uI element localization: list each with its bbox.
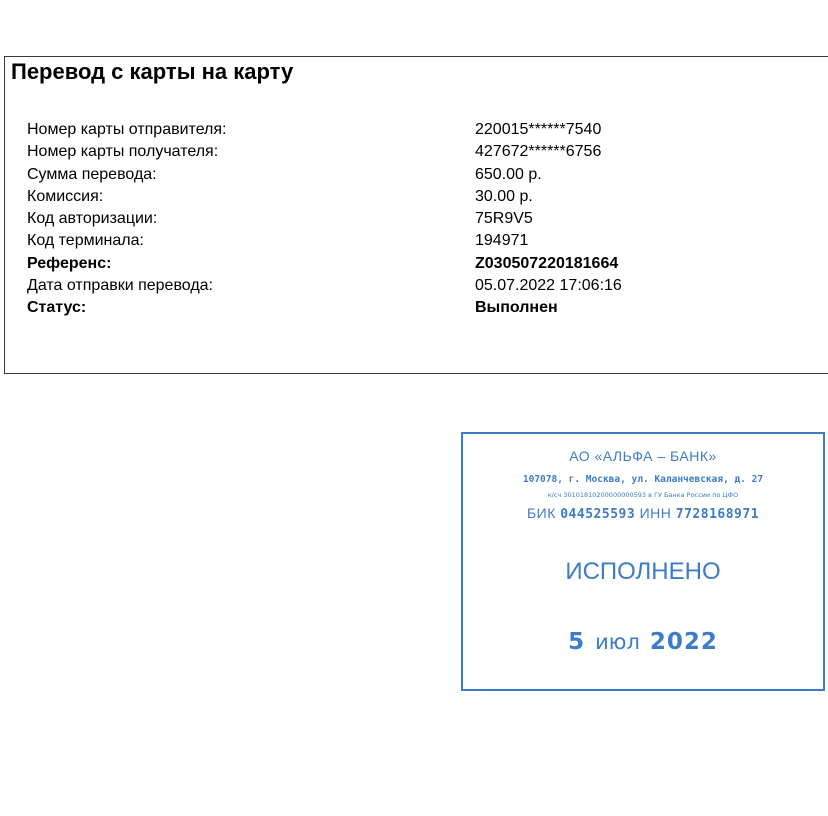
stamp-bik-label: БИК (526, 505, 556, 521)
stamp-date (463, 628, 823, 656)
detail-value: 220015******7540 (475, 121, 602, 138)
stamp-day: 5 (568, 629, 586, 655)
stamp-ids (463, 505, 823, 522)
detail-label: Код авторизации: (27, 210, 158, 228)
detail-label: Дата отправки перевода: (27, 277, 213, 295)
detail-label: Комиссия: (27, 187, 104, 205)
receipt-title: Перевод с карты на карту (11, 59, 294, 84)
stamp-bik: 044525593 (560, 507, 636, 522)
detail-value: Z030507220181664 (475, 254, 619, 272)
detail-label: Сумма перевода: (27, 165, 157, 183)
stamp-address: 107078, г. Москва, ул. Каланчевская, д. 27 (522, 474, 764, 485)
detail-value: 30.00 р. (475, 187, 533, 205)
detail-value: 194971 (475, 232, 529, 250)
detail-label: Номер карты отправителя: (27, 121, 227, 138)
detail-value: 75R9V5 (475, 210, 533, 228)
bank-stamp (461, 432, 825, 691)
transfer-receipt (4, 56, 828, 374)
stamp-month: июл (595, 630, 640, 654)
detail-label: Код терминала: (27, 232, 144, 250)
detail-label: Референс: (27, 254, 112, 272)
stamp-bank-name: АО «АЛЬФА – БАНК» (569, 448, 717, 464)
detail-value: 650.00 р. (475, 165, 542, 183)
stamp-account: к/сч 30101810200000000593 в ГУ Банка России по ЦФО (547, 491, 739, 499)
detail-value: Выполнен (475, 299, 558, 317)
stamp-year: 2022 (649, 629, 718, 655)
detail-value: 05.07.2022 17:06:16 (475, 277, 622, 295)
detail-value: 427672******6756 (475, 143, 602, 161)
stamp-inn: 7728168971 (675, 507, 760, 522)
stamp-status: ИСПОЛНЕНО (565, 558, 721, 585)
stamp-inn-label: ИНН (639, 505, 672, 521)
detail-label: Статус: (27, 299, 87, 317)
detail-label: Номер карты получателя: (27, 143, 219, 161)
